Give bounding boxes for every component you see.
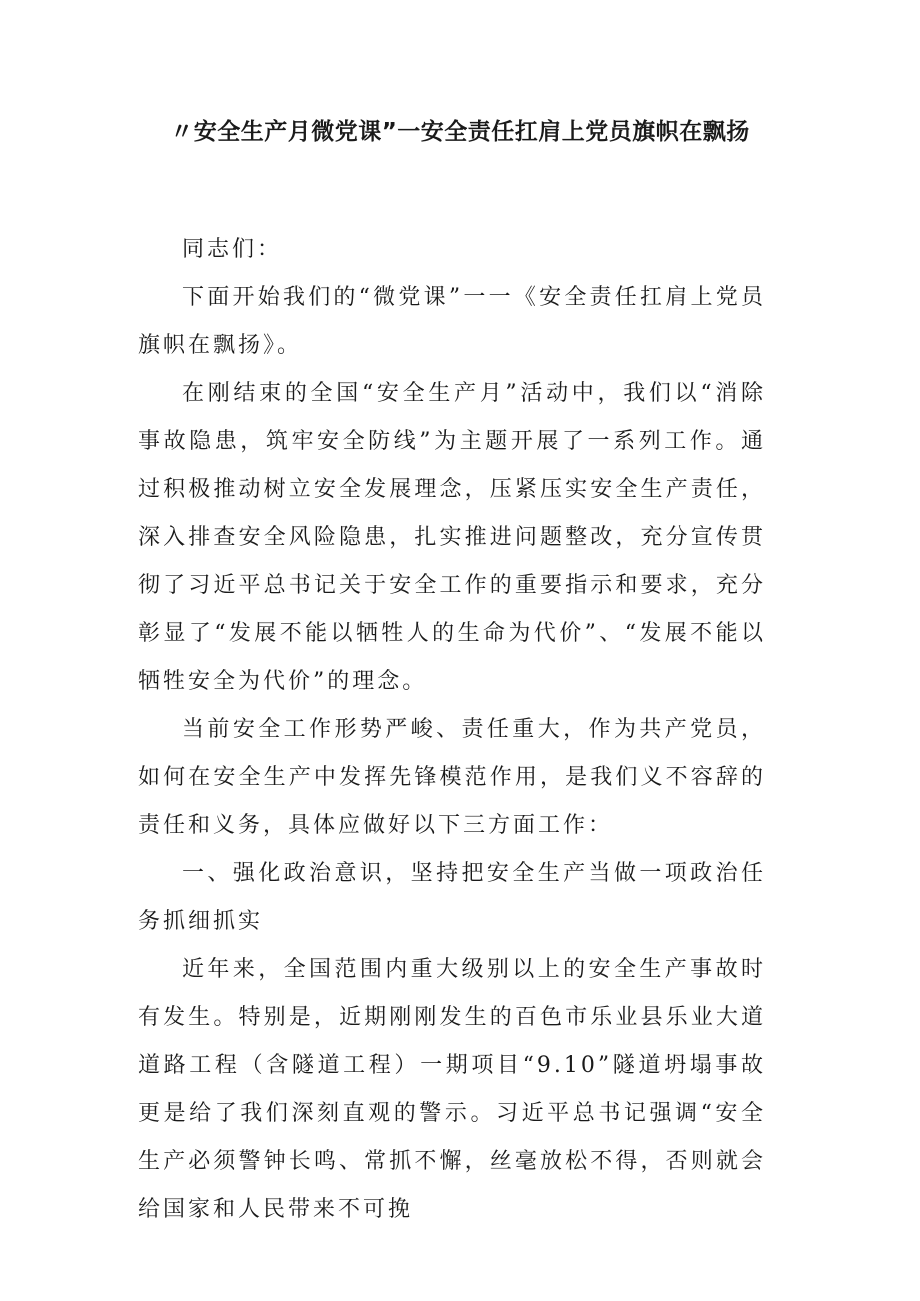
- section-heading-one: 一、强化政治意识，坚持把安全生产当做一项政治任务抓细抓实: [138, 861, 766, 934]
- paragraph-current-situation: 当前安全工作形势严峻、责任重大，作为共产党员，如何在安全生产中发挥先锋模范作用，是我们义不容辞的责任和义务，具体应做好以下三方面工作：: [138, 717, 766, 838]
- paragraph-recent-accidents: 近年来，全国范围内重大级别以上的安全生产事故时有发生。特别是，近期刚刚发生的百色市乐业县乐业大道道路工程（含隧道工程）一期项目“9.10”隧道坍塌事故更是给了我们深刻直观的警示。习近平总书记强调“安全生产必须警钟长鸣、常抓不懈，丝毫放松不得，否则就会给国家和人民带来不可挽: [138, 957, 766, 1222]
- paragraph-greeting: 同志们：: [182, 237, 283, 262]
- paragraph-safety-month: 在刚结束的全国“安全生产月”活动中，我们以“消除事故隐患，筑牢安全防线”为主题开展了一系列工作。通过积极推动树立安全发展理念，压紧压实安全生产责任，深入排查安全风险隐患，扎实推进问题整改，充分宣传贯彻了习近平总书记关于安全工作的重要指示和要求，充分彰显了“发展不能以牺牲人的生命为代价”、“发展不能以牺牲安全为代价”的理念。: [138, 381, 766, 694]
- document-body: [138, 226, 766, 1234]
- document-title: 〃安全生产月微党课”一安全责任扛肩上党员旗帜在飘扬: [170, 119, 750, 145]
- paragraph-intro: 下面开始我们的“微党课”一一《安全责任扛肩上党员旗帜在飘扬》。: [138, 285, 766, 358]
